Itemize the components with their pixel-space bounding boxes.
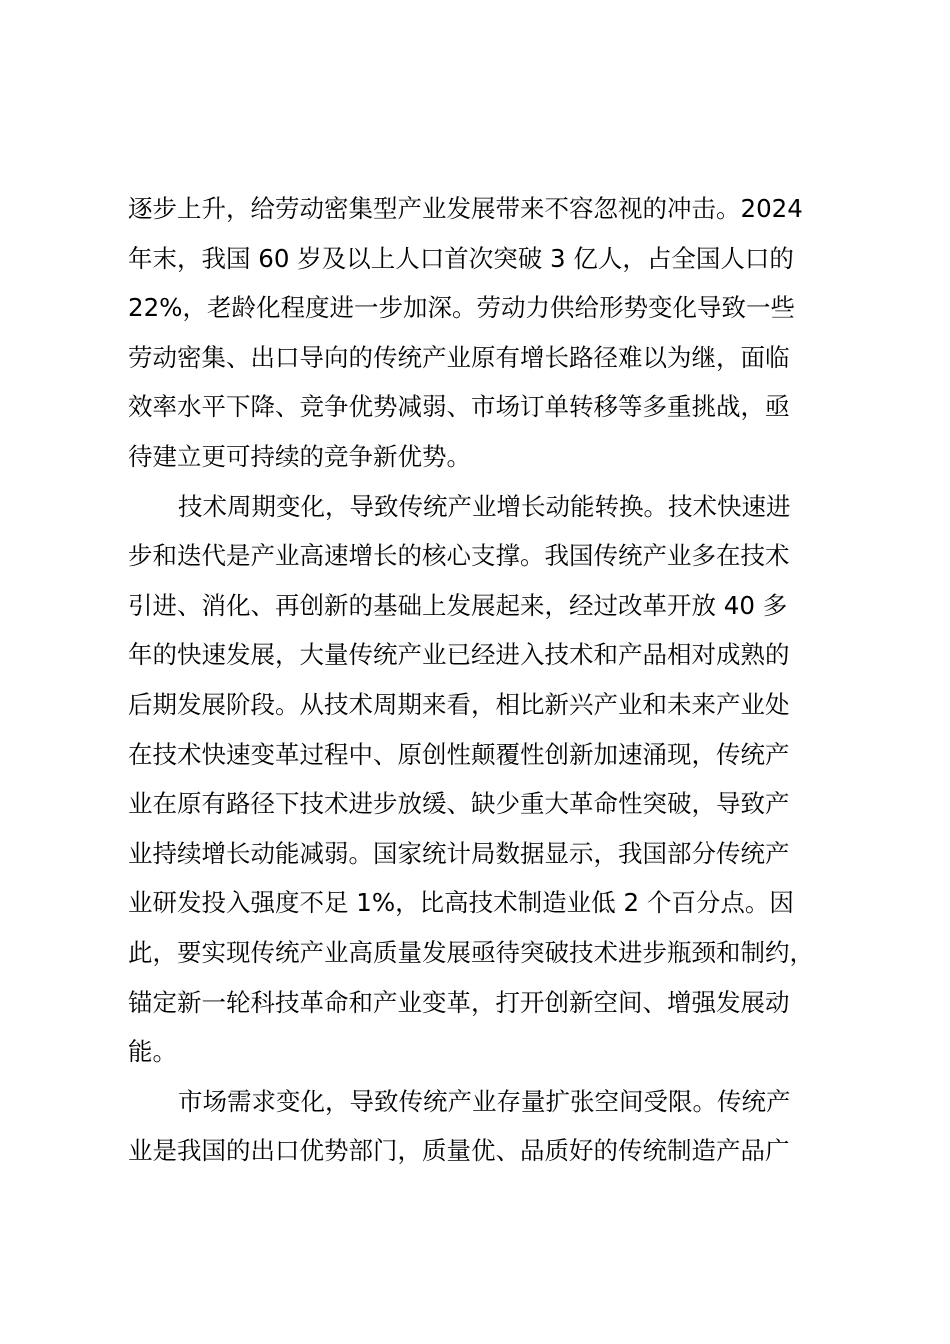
text-line: 业研发投入强度不足 1%，比高技术制造业低 2 个百分点。因 — [128, 888, 794, 918]
text-line: 此，要实现传统产业高质量发展亟待突破技术进步瓶颈和制约， — [128, 937, 814, 967]
text-line: 待建立更可持续的竞争新优势。 — [128, 441, 471, 471]
text-line: 步和迭代是产业高速增长的核心支撑。我国传统产业多在技术 — [128, 541, 790, 571]
text-line: 在技术快速变革过程中、原创性颠覆性创新加速涌现，传统产 — [128, 739, 790, 769]
text-line: 劳动密集、出口导向的传统产业原有增长路径难以为继，面临 — [128, 342, 790, 372]
text-line: 技术周期变化，导致传统产业增长动能转换。技术快速进 — [178, 491, 791, 521]
text-line: 22%，老龄化程度进一步加深。劳动力供给形势变化导致一些 — [128, 293, 795, 323]
text-line: 年的快速发展，大量传统产业已经进入技术和产品相对成熟的 — [128, 640, 790, 670]
text-line: 市场需求变化，导致传统产业存量扩张空间受限。传统产 — [178, 1086, 791, 1116]
text-line: 后期发展阶段。从技术周期来看，相比新兴产业和未来产业处 — [128, 689, 790, 719]
paragraph-market-demand — [128, 1077, 838, 1176]
text-line: 锚定新一轮科技革命和产业变革，打开创新空间、增强发展动 — [128, 987, 790, 1017]
text-line: 能。 — [128, 1037, 177, 1067]
paragraph-labor-supply — [128, 184, 838, 482]
text-line: 业持续增长动能减弱。国家统计局数据显示，我国部分传统产 — [128, 838, 790, 868]
text-line: 引进、消化、再创新的基础上发展起来，经过改革开放 40 多 — [128, 590, 788, 620]
paragraph-technology-cycle — [128, 482, 838, 1077]
text-line: 年末，我国 60 岁及以上人口首次突破 3 亿人，占全国人口的 — [128, 243, 794, 273]
text-line: 逐步上升，给劳动密集型产业发展带来不容忽视的冲击。2024 — [128, 194, 803, 223]
text-line: 业是我国的出口优势部门，质量优、品质好的传统制造产品广 — [128, 1136, 790, 1166]
text-line: 效率水平下降、竞争优势减弱、市场订单转移等多重挑战，亟 — [128, 392, 790, 422]
body-text — [128, 184, 838, 1176]
text-line: 业在原有路径下技术进步放缓、缺少重大革命性突破，导致产 — [128, 789, 790, 819]
